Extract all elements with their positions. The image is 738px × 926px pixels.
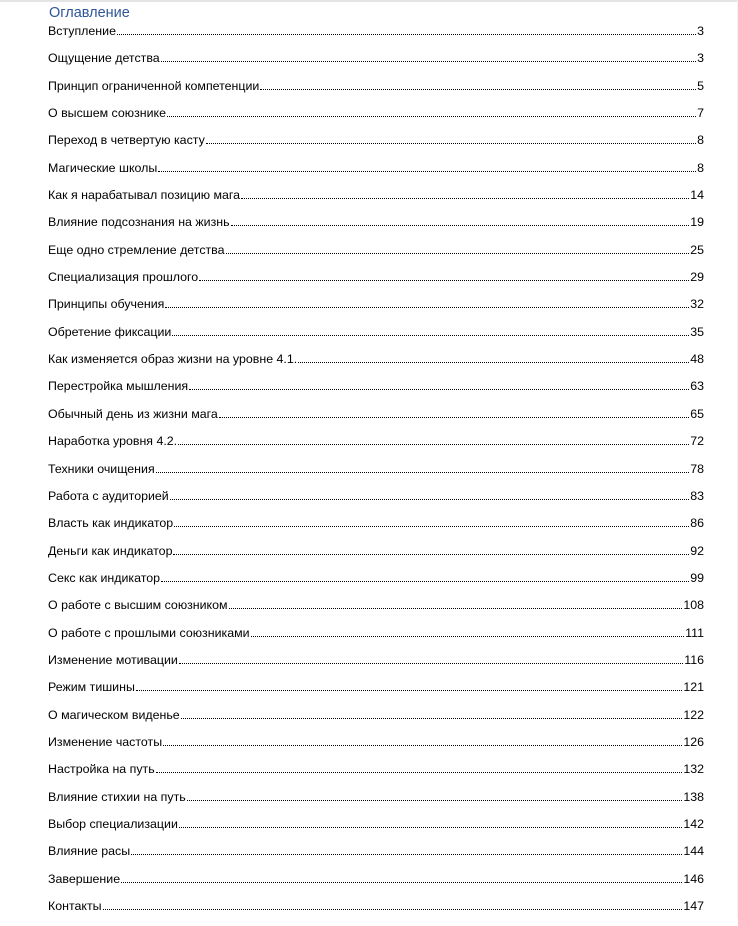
toc-entry-page-number: 35 [690, 324, 704, 339]
toc-entry-page-number: 3 [697, 24, 704, 38]
toc-entry-page-number: 144 [683, 844, 704, 859]
toc-entry[interactable] [48, 680, 704, 707]
toc-entry[interactable] [48, 215, 704, 242]
toc-entry-title: Магические школы [48, 160, 158, 175]
toc-entry[interactable] [48, 270, 704, 297]
toc-dot-leader [172, 326, 689, 336]
toc-entry[interactable] [48, 243, 704, 270]
toc-dot-leader [241, 189, 689, 199]
toc-entry[interactable] [48, 106, 704, 133]
toc-entry-page-number: 3 [697, 51, 704, 66]
toc-entry[interactable] [48, 899, 704, 926]
toc-entry-title: Принципы обучения [48, 297, 165, 312]
toc-dot-leader [165, 298, 689, 308]
toc-dot-leader [121, 873, 682, 883]
toc-dot-leader [187, 791, 683, 801]
toc-entry-title: Техники очищения [48, 461, 155, 476]
toc-dot-leader [117, 25, 696, 35]
toc-entry-page-number: 92 [690, 543, 704, 558]
toc-entry-page-number: 65 [690, 406, 704, 421]
toc-entry[interactable] [48, 133, 704, 160]
toc-list [48, 24, 704, 926]
toc-dot-leader [178, 435, 689, 445]
toc-entry-title: Принцип ограниченной компетенции [48, 78, 260, 93]
toc-entry[interactable] [48, 161, 704, 188]
toc-entry-page-number: 78 [690, 461, 704, 476]
toc-entry[interactable] [48, 489, 704, 516]
toc-entry-title: Режим тишины [48, 680, 135, 695]
table-of-contents [48, 3, 704, 926]
toc-entry-title: Специализация прошлого [48, 270, 199, 285]
toc-entry-title: Настройка на путь [48, 762, 155, 777]
toc-entry-page-number: 8 [697, 160, 704, 175]
toc-entry[interactable] [48, 352, 704, 379]
toc-entry-title: Как изменяется образ жизни на уровне 4.1. [48, 352, 298, 367]
toc-entry-title: О высшем союзнике [48, 106, 166, 121]
toc-entry-page-number: 5 [697, 78, 704, 93]
toc-entry-title: О магическом виденье [48, 707, 180, 722]
toc-dot-leader [163, 736, 682, 746]
toc-entry-page-number: 147 [683, 899, 704, 913]
toc-entry-page-number: 19 [690, 215, 704, 230]
toc-entry-page-number: 83 [690, 488, 704, 503]
toc-dot-leader [103, 900, 683, 910]
toc-entry[interactable] [48, 844, 704, 871]
toc-entry-title: Еще одно стремление детства [48, 242, 225, 257]
toc-entry-page-number: 108 [683, 598, 704, 613]
toc-entry[interactable] [48, 735, 704, 762]
toc-heading: Оглавление [49, 5, 130, 21]
toc-entry-title: Выбор специализации [48, 816, 178, 831]
toc-entry-page-number: 48 [690, 352, 704, 367]
toc-entry-page-number: 25 [690, 242, 704, 257]
toc-entry[interactable] [48, 653, 704, 680]
toc-entry[interactable] [48, 325, 704, 352]
toc-entry-page-number: 138 [683, 789, 704, 804]
toc-entry-page-number: 122 [683, 707, 704, 722]
toc-entry-title: Деньги как индикатор [48, 543, 173, 558]
toc-entry-title: Работа с аудиторией [48, 488, 169, 503]
toc-entry-title: Ощущение детства [48, 51, 160, 66]
toc-dot-leader [298, 353, 689, 363]
toc-entry[interactable] [48, 762, 704, 789]
toc-entry[interactable] [48, 379, 704, 406]
toc-entry[interactable] [48, 297, 704, 324]
toc-entry-title: Вступление [48, 24, 116, 38]
toc-dot-leader [131, 845, 682, 855]
toc-dot-leader [167, 107, 696, 117]
toc-dot-leader [251, 627, 685, 637]
toc-entry-page-number: 146 [683, 871, 704, 886]
toc-dot-leader [260, 80, 696, 90]
toc-entry-title: Обычный день из жизни мага [48, 406, 218, 421]
toc-entry-title: Как я нарабатывал позицию мага [48, 188, 241, 203]
toc-entry-title: Наработка уровня 4.2. [48, 434, 178, 449]
toc-entry[interactable] [48, 51, 704, 78]
toc-dot-leader [179, 654, 683, 664]
toc-entry-title: Контакты [48, 899, 102, 913]
toc-entry-page-number: 86 [690, 516, 704, 531]
toc-entry-title: Секс как индикатор [48, 570, 161, 585]
toc-entry-page-number: 111 [685, 625, 704, 640]
toc-dot-leader [226, 244, 690, 254]
toc-entry-title: Влияние стихии на путь [48, 789, 186, 804]
toc-dot-leader [158, 162, 696, 172]
toc-entry-title: Изменение мотивации [48, 652, 178, 667]
toc-entry[interactable] [48, 872, 704, 899]
toc-entry[interactable] [48, 434, 704, 461]
toc-dot-leader [206, 134, 696, 144]
toc-entry-page-number: 72 [690, 434, 704, 449]
page-top-edge [0, 0, 738, 2]
toc-dot-leader [219, 408, 689, 418]
toc-dot-leader [199, 271, 689, 281]
toc-entry-title: Власть как индикатор [48, 516, 174, 531]
toc-entry[interactable] [48, 407, 704, 434]
toc-entry[interactable] [48, 571, 704, 598]
toc-dot-leader [229, 599, 683, 609]
toc-entry[interactable] [48, 188, 704, 215]
toc-entry-title: Переход в четвертую касту [48, 133, 205, 148]
toc-dot-leader [231, 216, 690, 226]
toc-entry-page-number: 99 [690, 570, 704, 585]
toc-entry-page-number: 63 [690, 379, 704, 394]
toc-dot-leader [181, 709, 683, 719]
toc-entry[interactable] [48, 708, 704, 735]
toc-entry-title: Обретение фиксации [48, 324, 172, 339]
toc-dot-leader [156, 763, 683, 773]
toc-dot-leader [156, 463, 690, 473]
toc-entry[interactable] [48, 626, 704, 653]
toc-dot-leader [161, 52, 696, 62]
toc-entry-page-number: 142 [683, 816, 704, 831]
toc-entry[interactable] [48, 790, 704, 817]
toc-entry-title: Влияние расы [48, 844, 131, 859]
toc-entry-page-number: 32 [690, 297, 704, 312]
toc-entry[interactable] [48, 462, 704, 489]
toc-entry[interactable] [48, 516, 704, 543]
toc-entry-page-number: 14 [690, 188, 704, 203]
toc-entry-title: О работе с прошлыми союзниками [48, 625, 250, 640]
toc-dot-leader [179, 818, 682, 828]
toc-dot-leader [161, 572, 689, 582]
toc-entry-title: О работе с высшим союзником [48, 598, 228, 613]
toc-dot-leader [170, 490, 689, 500]
toc-entry-title: Перестройка мышления [48, 379, 189, 394]
toc-entry[interactable] [48, 598, 704, 625]
toc-entry[interactable] [48, 544, 704, 571]
toc-dot-leader [189, 380, 689, 390]
toc-dot-leader [173, 545, 689, 555]
toc-entry[interactable] [48, 817, 704, 844]
toc-entry-page-number: 132 [683, 762, 704, 777]
toc-dot-leader [174, 517, 689, 527]
toc-entry-page-number: 29 [690, 270, 704, 285]
toc-entry-title: Завершение [48, 871, 121, 886]
toc-entry-title: Влияние подсознания на жизнь [48, 215, 230, 230]
toc-entry-page-number: 116 [684, 652, 704, 667]
toc-entry-title: Изменение частоты [48, 734, 163, 749]
toc-entry[interactable] [48, 79, 704, 106]
toc-entry-page-number: 8 [697, 133, 704, 148]
toc-entry[interactable] [48, 24, 704, 51]
toc-entry-page-number: 126 [683, 734, 704, 749]
toc-dot-leader [136, 681, 682, 691]
toc-entry-page-number: 7 [697, 106, 704, 121]
toc-entry-page-number: 121 [683, 680, 704, 695]
